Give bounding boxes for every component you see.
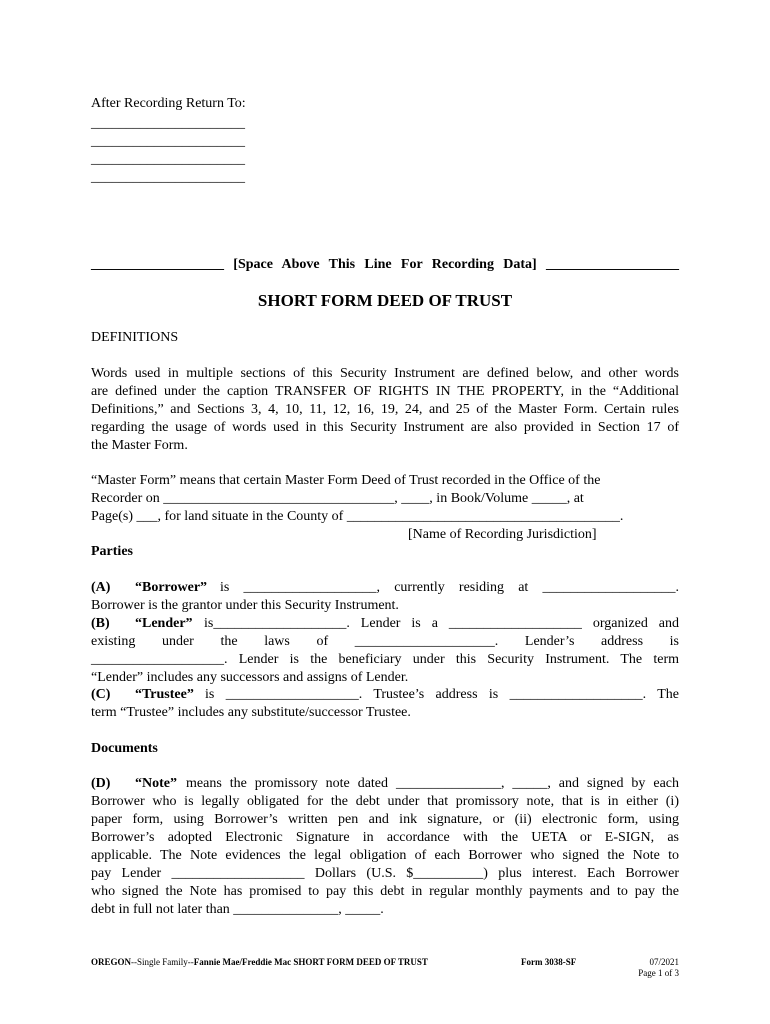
return-line: ______________________ (91, 170, 245, 185)
footer-state: OREGON (91, 957, 132, 967)
note-line: Borrower’s adopted Electronic Signature in accordance with the UETA or E-SIGN, as (91, 830, 679, 845)
lender-line: “Lender” includes any successors and assigns of Lender. (91, 670, 409, 685)
trustee-line: term “Trustee” includes any substitute/successor Trustee. (91, 705, 411, 720)
recording-space-line: ___________________ [Space Above This Line For Recording Data] ___________________ (91, 257, 679, 272)
item-c-label: (C) (91, 687, 111, 702)
definitions-intro-line: are defined under the caption TRANSFER OF RIGHTS IN THE PROPERTY, in the “Additional (91, 384, 679, 399)
definitions-intro-line: the Master Form. (91, 438, 188, 453)
definitions-intro-line: regarding the usage of words used in this Security Instrument are also provided in Section 17 of (91, 420, 679, 435)
note-line: means the promissory note dated _______________, _____, and signed by each (186, 776, 679, 791)
note-line: debt in full not later than _______________, _____. (91, 902, 384, 917)
definitions-heading: DEFINITIONS (91, 330, 179, 345)
master-form-line: Recorder on _________________________________, ____, in Book/Volume _____, at (91, 491, 584, 506)
footer-family: --Single Family-- (131, 957, 194, 967)
return-line: ______________________ (91, 152, 245, 167)
master-form-line: “Master Form” means that certain Master Form Deed of Trust recorded in the Office of the (91, 473, 601, 488)
return-line: ______________________ (91, 116, 245, 131)
footer-page-number: Page 1 of 3 (638, 968, 679, 978)
footer-form-number: Form 3038-SF (521, 957, 577, 967)
trustee-line: is ___________________. Trustee’s address is ___________________. The (205, 687, 679, 702)
note-line: pay Lender ___________________ Dollars (U.S. $__________) plus interest. Each Borrower (91, 866, 679, 881)
definitions-intro-line: Words used in multiple sections of this Security Instrument are defined below, and other words (91, 366, 679, 381)
note-line: applicable. The Note evidences the legal obligation of each Borrower who signed the Note to (91, 848, 679, 863)
lender-term: “Lender” (135, 616, 193, 631)
parties-heading: Parties (91, 544, 133, 559)
item-b-label: (B) (91, 616, 110, 631)
borrower-term: “Borrower” (135, 580, 208, 595)
trustee-term: “Trustee” (135, 687, 194, 702)
item-a-label: (A) (91, 580, 111, 595)
footer-date: 07/2021 (649, 957, 679, 967)
lender-line: ___________________. Lender is the beneficiary under this Security Instrument. The term (91, 652, 679, 667)
note-line: paper form, using Borrower’s written pen and ink signature, or (ii) electronic form, using (91, 812, 679, 827)
note-line: who signed the Note has promised to pay this debt in regular monthly payments and to pay the (91, 884, 679, 899)
borrower-line: Borrower is the grantor under this Security Instrument. (91, 598, 399, 613)
note-term: “Note” (135, 776, 177, 791)
footer-form-name: Fannie Mae/Freddie Mac SHORT FORM DEED OF TRUST (193, 957, 428, 967)
master-form-line: Page(s) ___, for land situate in the County of _______________________________________. (91, 509, 624, 524)
document-title: SHORT FORM DEED OF TRUST (257, 291, 513, 310)
item-d-label: (D) (91, 776, 111, 791)
definitions-intro-line: Definitions,” and Sections 3, 4, 10, 11, 12, 16, 19, 24, and 25 of the Master Form. Certain rules (91, 402, 679, 417)
footer-left (91, 957, 428, 968)
borrower-line: is ___________________, currently residing at ___________________. (220, 580, 679, 595)
documents-heading: Documents (91, 741, 158, 756)
jurisdiction-note: [Name of Recording Jurisdiction] (408, 527, 597, 542)
return-line: ______________________ (91, 134, 245, 149)
note-line: Borrower who is legally obligated for the debt under that promissory note, that is in either (i) (91, 794, 679, 809)
return-label: After Recording Return To: (91, 96, 246, 111)
lender-line: is___________________. Lender is a ___________________ organized and (204, 616, 679, 631)
lender-line: existing under the laws of ____________________. Lender’s address is (91, 634, 679, 649)
